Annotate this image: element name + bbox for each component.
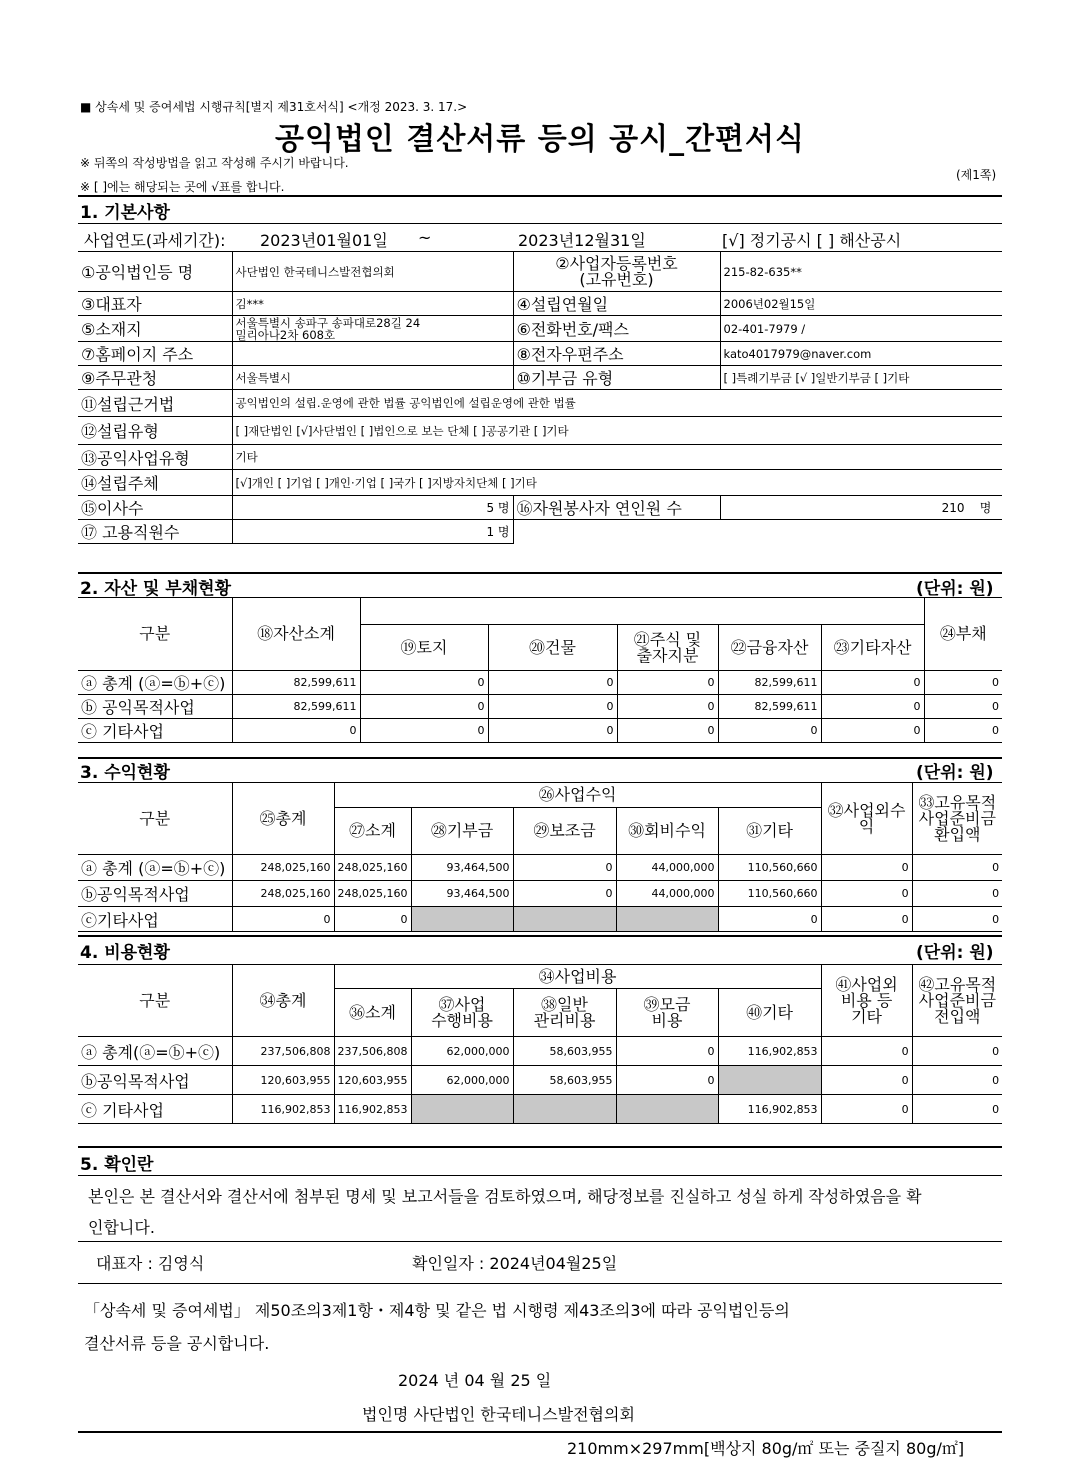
cell-value: 0 xyxy=(821,907,912,932)
employees-value: 1 명 xyxy=(232,520,513,544)
cell-value: 62,000,000 xyxy=(411,1066,513,1095)
section-assets-title: 2. 자산 및 부채현황 xyxy=(80,579,231,599)
table-row xyxy=(78,695,1002,719)
cell-value: 0 xyxy=(334,907,411,932)
authority-value: 서울특별시 xyxy=(232,366,513,390)
cell-value: 58,603,955 xyxy=(513,1066,616,1095)
cell-value: 110,560,660 xyxy=(718,881,821,907)
rep-value: 김*** xyxy=(232,292,513,316)
fiscal-year-start: 2023년01월01일 xyxy=(260,231,388,250)
cell-value: 0 xyxy=(488,695,617,719)
directors-label: ⑮이사수 xyxy=(78,496,232,520)
basic-row xyxy=(78,520,1002,544)
revenue-header-other: ㉛기타 xyxy=(718,808,821,855)
divider xyxy=(78,1175,1002,1176)
confirm-statement-line2: 인합니다. xyxy=(88,1218,155,1237)
homepage-value xyxy=(232,342,513,366)
cell-value: 0 xyxy=(821,671,924,695)
cell-value: 116,902,853 xyxy=(718,1095,821,1124)
directors-value: 5 명 xyxy=(232,496,513,520)
phone-label: ⑥전화번호/팩스 xyxy=(513,316,720,342)
cell-value: 93,464,500 xyxy=(411,855,513,881)
shaded-cell xyxy=(616,907,718,932)
divider xyxy=(78,1241,1002,1242)
fiscal-year-label: 사업연도(과세기간): xyxy=(84,231,226,250)
table-row xyxy=(78,719,1002,743)
cell-value: 0 xyxy=(617,719,718,743)
page-title: 공익법인 결산서류 등의 공시_간편서식 xyxy=(274,122,805,157)
volunteers-value: 210 xyxy=(941,501,965,515)
expense-unit: (단위: 원) xyxy=(916,943,994,963)
expense-table xyxy=(78,964,1002,1124)
cell-value: 0 xyxy=(821,695,924,719)
biz-type-label: ⑬공익사업유형 xyxy=(78,445,232,470)
basic-row xyxy=(78,390,1002,417)
assets-header-subtotal: ⑱자산소계 xyxy=(232,598,360,671)
basic-row xyxy=(78,316,1002,342)
revenue-header-subsidy: ㉙보조금 xyxy=(513,808,616,855)
cell-value: 0 xyxy=(232,719,360,743)
cell-value: 116,902,853 xyxy=(334,1095,411,1124)
cell-value: 110,560,660 xyxy=(718,855,821,881)
row-label: ⓑ공익목적사업 xyxy=(78,1066,232,1095)
assets-header-stocks: ㉑주식 및 출자지분 xyxy=(617,625,718,671)
cell-value: 0 xyxy=(617,671,718,695)
table-row xyxy=(78,671,1002,695)
cell-value: 0 xyxy=(360,695,488,719)
sign-date: 2024 년 04 월 25 일 xyxy=(398,1371,552,1390)
revenue-header-subtotal: ㉗소계 xyxy=(334,808,411,855)
basic-row xyxy=(78,292,1002,316)
founder-label: ⑭설립주체 xyxy=(78,470,232,496)
expense-header-operating: ㊲사업 수행비용 xyxy=(411,989,513,1037)
cell-value: 237,506,808 xyxy=(334,1037,411,1066)
expense-header-other: ㊵기타 xyxy=(718,989,821,1037)
founded-value: 2006년02월15일 xyxy=(720,292,1002,316)
cell-value: 248,025,160 xyxy=(334,855,411,881)
cell-value: 0 xyxy=(924,719,1002,743)
cell-value: 0 xyxy=(821,1037,912,1066)
expense-header-category: 구분 xyxy=(78,965,232,1037)
cell-value: 82,599,611 xyxy=(232,671,360,695)
section-confirm-title: 5. 확인란 xyxy=(80,1155,154,1175)
authority-label: ⑨주무관청 xyxy=(78,366,232,390)
corporation-name: 법인명 사단법인 한국테니스발전협의회 xyxy=(362,1405,635,1424)
shaded-cell xyxy=(411,1095,513,1124)
expense-header-admin: ㊳일반 관리비용 xyxy=(513,989,616,1037)
assets-header-financial: ㉒금융자산 xyxy=(718,625,821,671)
cell-value: 0 xyxy=(718,907,821,932)
cell-value: 0 xyxy=(821,719,924,743)
expense-header-fundraising: ㊴모금 비용 xyxy=(616,989,718,1037)
disclosure-type: [√] 정기공시 [ ] 해산공시 xyxy=(722,231,902,250)
divider xyxy=(78,1146,1002,1148)
expense-header-total: ㉞총계 xyxy=(232,965,334,1037)
cell-value: 248,025,160 xyxy=(334,881,411,907)
law-value: 공익법인의 설립.운영에 관한 법률 공익법인에 설립운영에 관한 법률 xyxy=(232,390,1002,417)
cell-value: 0 xyxy=(488,719,617,743)
address-value: 서울특별시 송파구 송파대로28길 24 밀리아나2차 608호 xyxy=(232,316,513,342)
email-label: ⑧전자우편주소 xyxy=(513,342,720,366)
table-row xyxy=(78,855,1002,881)
cell-value: 0 xyxy=(912,1066,1002,1095)
representative: 대표자 : 김영식 xyxy=(96,1254,205,1273)
cell-value: 116,902,853 xyxy=(718,1037,821,1066)
reg-number-label: ②사업자등록번호 (고유번호) xyxy=(513,252,720,292)
basic-row xyxy=(78,366,1002,390)
reg-number-value: 215-82-635** xyxy=(720,252,1002,292)
expense-header-business: ㉞사업비용 xyxy=(334,965,821,989)
row-label: ⓐ 총계 (ⓐ=ⓑ+ⓒ) xyxy=(78,671,232,695)
employees-label: ⑰ 고용직원수 xyxy=(78,520,232,544)
volunteers-label: ⑯자원봉사자 연인원 수 xyxy=(513,496,720,520)
cell-value: 0 xyxy=(617,695,718,719)
revenue-unit: (단위: 원) xyxy=(916,763,994,783)
basic-row xyxy=(78,470,1002,496)
cell-value: 58,603,955 xyxy=(513,1037,616,1066)
revenue-header-fees: ㉚회비수익 xyxy=(616,808,718,855)
row-label: ⓑ공익목적사업 xyxy=(78,881,232,907)
divider xyxy=(78,935,1002,937)
row-label: ⓐ 총계(ⓐ=ⓑ+ⓒ) xyxy=(78,1037,232,1066)
assets-header-building: ⑳건물 xyxy=(488,625,617,671)
cell-value: 116,902,853 xyxy=(232,1095,334,1124)
donation-type-label: ⑩기부금 유형 xyxy=(513,366,720,390)
revenue-header-business: ㉖사업수익 xyxy=(334,783,821,808)
shaded-cell xyxy=(616,1095,718,1124)
cell-value: 0 xyxy=(360,719,488,743)
basic-row xyxy=(78,445,1002,470)
homepage-label: ⑦홈페이지 주소 xyxy=(78,342,232,366)
assets-table xyxy=(78,597,1002,743)
table-row xyxy=(78,1095,1002,1124)
rep-label: ③대표자 xyxy=(78,292,232,316)
note-instructions: ※ 뒤쪽의 작성방법을 읽고 작성해 주시기 바랍니다. xyxy=(80,156,349,170)
cell-value: 82,599,611 xyxy=(718,695,821,719)
cell-value: 0 xyxy=(232,907,334,932)
cell-value: 82,599,611 xyxy=(718,671,821,695)
basic-row xyxy=(78,252,1002,292)
cell-value: 62,000,000 xyxy=(411,1037,513,1066)
revenue-table xyxy=(78,782,1002,932)
table-row xyxy=(78,1066,1002,1095)
cell-value: 0 xyxy=(924,695,1002,719)
cell-value: 237,506,808 xyxy=(232,1037,334,1066)
table-row xyxy=(78,881,1002,907)
cell-value: 0 xyxy=(360,671,488,695)
org-name-label: ①공익법인등 명 xyxy=(78,252,232,292)
email-value: kato4017979@naver.com xyxy=(720,342,1002,366)
revenue-header-total: ㉕총계 xyxy=(232,783,334,855)
revenue-header-donation: ㉘기부금 xyxy=(411,808,513,855)
assets-header-category: 구분 xyxy=(78,598,232,671)
section-expense-title: 4. 비용현황 xyxy=(80,943,170,963)
est-type-value: [ ]재단법인 [√]사단법인 [ ]법인으로 보는 단체 [ ]공공기관 [ ]기타 xyxy=(232,417,1002,445)
expense-header-nonbusiness: ㊶사업외 비용 등 기타 xyxy=(821,965,912,1037)
form-reference: ■ 상속세 및 증여세법 시행규칙[별지 제31호서식] <개정 2023. 3. 17.> xyxy=(80,100,468,114)
empty-cell xyxy=(513,520,1002,544)
cell-value: 93,464,500 xyxy=(411,881,513,907)
row-label: ⓑ 공익목적사업 xyxy=(78,695,232,719)
phone-value: 02-401-7979 / xyxy=(720,316,1002,342)
basic-row xyxy=(78,417,1002,445)
cell-value: 0 xyxy=(513,881,616,907)
shaded-cell xyxy=(513,1095,616,1124)
cell-value: 0 xyxy=(616,1037,718,1066)
divider xyxy=(78,223,1002,224)
note-checkbox: ※ [ ]에는 해당되는 곳에 √표를 합니다. xyxy=(80,180,285,194)
divider xyxy=(78,195,1002,197)
basic-row xyxy=(78,496,1002,520)
divider xyxy=(78,757,1002,759)
confirm-date: 확인일자 : 2024년04월25일 xyxy=(412,1254,618,1273)
founder-value: [√]개인 [ ]기업 [ ]개인·기업 [ ]국가 [ ]지방자치단체 [ ]기타 xyxy=(232,470,1002,496)
row-label: ⓒ기타사업 xyxy=(78,907,232,932)
law-label: ⑪설립근거법 xyxy=(78,390,232,417)
biz-type-value: 기타 xyxy=(232,445,1002,470)
legal-basis-line1: 「상속세 및 증여세법」 제50조의3제1항・제4항 및 같은 법 시행령 제43조의3에 따라 공익법인등의 xyxy=(84,1301,790,1320)
legal-basis-line2: 결산서류 등을 공시합니다. xyxy=(84,1334,270,1353)
assets-header-liabilities: ㉔부채 xyxy=(924,598,1002,671)
basic-info-table xyxy=(78,251,1002,544)
row-label: ⓒ 기타사업 xyxy=(78,1095,232,1124)
assets-header-land: ⑲토지 xyxy=(360,625,488,671)
cell-value: 0 xyxy=(616,1066,718,1095)
cell-value: 0 xyxy=(912,907,1002,932)
cell-value: 0 xyxy=(821,881,912,907)
cell-value: 248,025,160 xyxy=(232,855,334,881)
donation-type-value: [ ]특례기부금 [√ ]일반기부금 [ ]기타 xyxy=(720,366,1002,390)
row-label: ⓐ 총계 (ⓐ=ⓑ+ⓒ) xyxy=(78,855,232,881)
volunteers-cell xyxy=(720,496,1002,520)
section-revenue-title: 3. 수익현황 xyxy=(80,763,170,783)
cell-value: 44,000,000 xyxy=(616,855,718,881)
cell-value: 0 xyxy=(821,855,912,881)
cell-value: 0 xyxy=(924,671,1002,695)
shaded-cell xyxy=(411,907,513,932)
table-row xyxy=(78,907,1002,932)
fiscal-year-tilde: ~ xyxy=(418,228,432,247)
shaded-cell xyxy=(513,907,616,932)
address-label: ⑤소재지 xyxy=(78,316,232,342)
shaded-cell xyxy=(718,1066,821,1095)
page-number: (제1쪽) xyxy=(956,168,997,182)
table-row xyxy=(78,1037,1002,1066)
fiscal-year-end: 2023년12월31일 xyxy=(518,231,646,250)
revenue-header-reserve: ㉝고유목적 사업준비금 환입액 xyxy=(912,783,1002,855)
cell-value: 0 xyxy=(912,881,1002,907)
revenue-header-nonbusiness: ㉜사업외수 익 xyxy=(821,783,912,855)
cell-value: 120,603,955 xyxy=(232,1066,334,1095)
cell-value: 44,000,000 xyxy=(616,881,718,907)
cell-value: 0 xyxy=(488,671,617,695)
cell-value: 0 xyxy=(912,1037,1002,1066)
cell-value: 0 xyxy=(821,1095,912,1124)
revenue-header-category: 구분 xyxy=(78,783,232,855)
assets-unit: (단위: 원) xyxy=(916,579,994,599)
cell-value: 0 xyxy=(821,1066,912,1095)
row-label: ⓒ 기타사업 xyxy=(78,719,232,743)
founded-label: ④설립연월일 xyxy=(513,292,720,316)
divider xyxy=(78,1431,1002,1433)
est-type-label: ⑫설립유형 xyxy=(78,417,232,445)
org-name-value: 사단법인 한국테니스발전협의회 xyxy=(232,252,513,292)
paper-spec: 210mm×297mm[백상지 80g/㎡ 또는 중질지 80g/㎡] xyxy=(567,1439,965,1458)
confirm-statement-line1: 본인은 본 결산서와 결산서에 첨부된 명세 및 보고서들을 검토하였으며, 해당정보를 진실하고 성실 하게 작성하였음을 확 xyxy=(88,1187,922,1206)
cell-value: 248,025,160 xyxy=(232,881,334,907)
assets-header-other: ㉓기타자산 xyxy=(821,625,924,671)
section-basic-title: 1. 기본사항 xyxy=(80,203,170,223)
cell-value: 120,603,955 xyxy=(334,1066,411,1095)
cell-value: 82,599,611 xyxy=(232,695,360,719)
assets-header-spacer xyxy=(360,598,924,625)
cell-value: 0 xyxy=(912,855,1002,881)
basic-row xyxy=(78,342,1002,366)
volunteers-unit: 명 xyxy=(979,501,992,515)
cell-value: 0 xyxy=(912,1095,1002,1124)
cell-value: 0 xyxy=(718,719,821,743)
divider xyxy=(78,1283,1002,1284)
expense-header-subtotal: ㊱소계 xyxy=(334,989,411,1037)
cell-value: 0 xyxy=(513,855,616,881)
expense-header-reserve: ㊷고유목적 사업준비금 전입액 xyxy=(912,965,1002,1037)
